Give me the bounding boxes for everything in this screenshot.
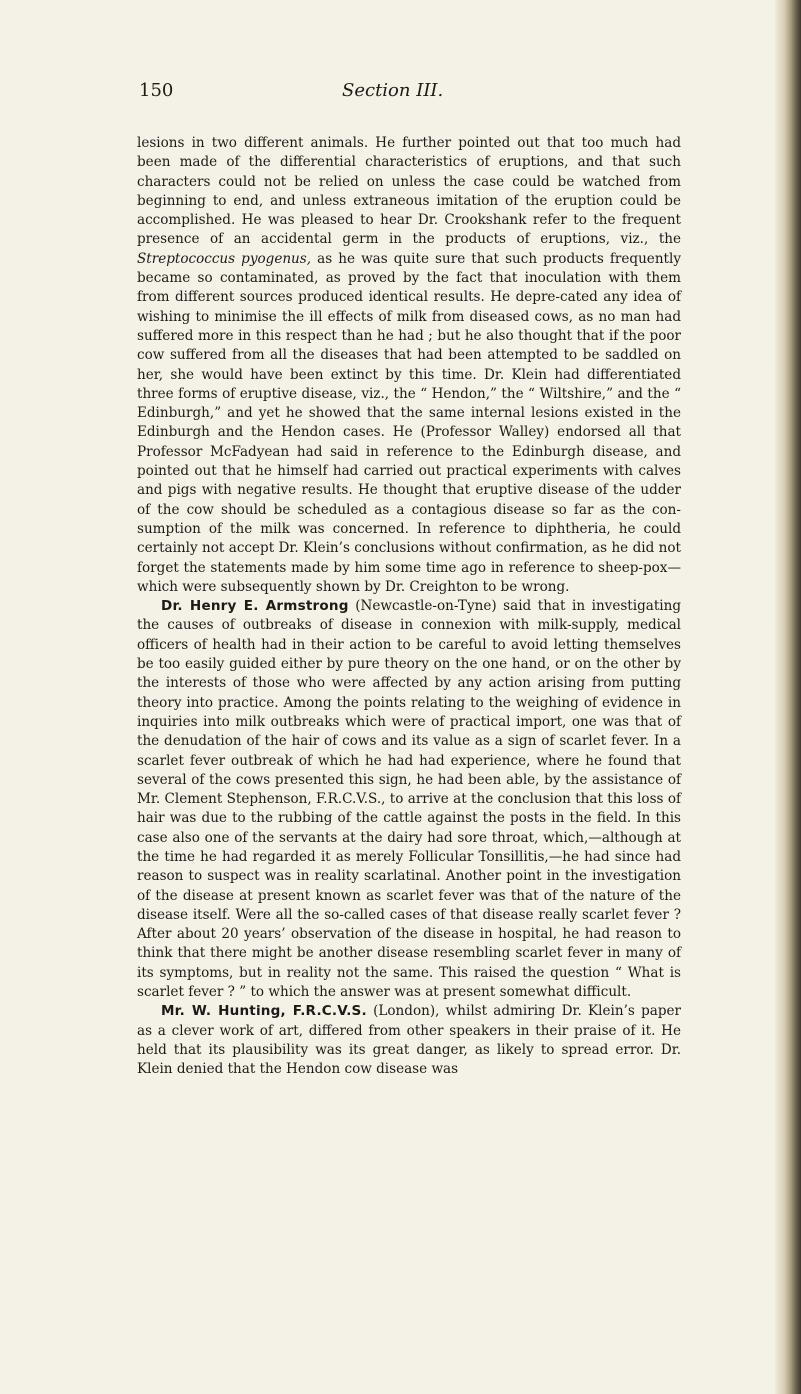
body-text: [137, 134, 681, 1080]
paragraph-text: (London), whilst admiring Dr. Klein’s paper as a clever work of art, differed from other speakers in their praise of it. He held that its plausibility was its great danger, as likely to spread error. Dr. Klein denied that the Hendon cow disease was: [137, 1003, 681, 1078]
paragraph-text: as he was quite sure that such products frequently became so contaminated, as proved by the fact that inoculation with them from different sources produced identical results. He depre-cated any idea of wishing to minimise the ill effects of milk from diseased cows, as no man had suffered more in this respect than he had ; but he also thought that if the poor cow suffered from all the diseases that had been attempted to be saddled on her, she would have been extinct by this time. Dr. Klein had differentiated three forms of eruptive disease, viz., the “ Hendon,” the “ Wiltshire,” and the “ Edinburgh,” and yet he showed that the same internal lesions existed in the Edinburgh and the Hendon cases. He (Professor Walley) endorsed all that Professor McFadyean had said in reference to the Edinburgh disease, and pointed out that he himself had carried out practical experiments with calves and pigs with negative results. He thought that eruptive disease of the udder of the cow should be scheduled as a contagious disease so far as the con-sumption of the milk was concerned. In reference to diphtheria, he could certainly not accept Dr. Klein’s conclusions without confirmation, as he did not forget the statements made by him some time ago in reference to sheep-pox—which were subsequently shown by Dr. Creighton to be wrong.: [137, 250, 681, 595]
paragraph-walley-continued: [137, 134, 681, 597]
speaker-name: Dr. Henry E. Armstrong: [161, 598, 349, 615]
running-head: Section III.: [342, 80, 444, 101]
paragraph-text: (Newcastle-on-Tyne) said that in investigating the causes of outbreaks of disease in connexion with milk-supply, medical officers of health had in their action to be careful to avoid letting themselves be too easily guided either by pure theory on the one hand, or on the other by the interests of those who were affected by any action arising from putting theory into practice. Among the points relating to the weighing of evidence in inquiries into milk outbreaks which were of practical import, one was that of the denudation of the hair of cows and its value as a sign of scarlet fever. In a scarlet fever outbreak of which he had had experience, where he found that several of the cows presented this sign, he had been able, by the assistance of Mr. Clement Stephenson, F.R.C.V.S., to arrive at the conclusion that this loss of hair was due to the rubbing of the cattle against the posts in the field. In this case also one of the servants at the dairy had sore throat, which,—although at the time he had regarded it as merely Follicular Tonsillitis,—he had since had reason to suspect was in reality scarlatinal. Another point in the investigation of the disease at present known as scarlet fever was that of the nature of the disease itself. Were all the so-called cases of that disease really scarlet fever ? After about 20 years’ observation of the disease in hospital, he had reason to think that there might be another disease resembling scarlet fever in many of its symptoms, but in reality not the same. This raised the question “ What is scarlet fever ? ” to which the answer was at present somewhat difficult.: [137, 598, 681, 1001]
page-number: 150: [139, 80, 174, 101]
italic-species-name: Streptococcus pyogenus,: [137, 250, 312, 267]
page-edge-shadow: [775, 0, 801, 1394]
speaker-name: Mr. W. Hunting, F.R.C.V.S.: [161, 1003, 367, 1020]
paragraph-text: lesions in two different animals. He further pointed out that too much had been made of the differential characteristics of eruptions, and that such characters could not be relied on unless the case could be watched from beginning to end, and unless extraneous imitation of the eruption could be accomplished. He was pleased to hear Dr. Crookshank refer to the frequent presence of an accidental germ in the products of eruptions, viz., the: [137, 135, 681, 248]
paragraph-armstrong: [137, 597, 681, 1002]
paragraph-hunting: [137, 1002, 681, 1079]
page-header: [139, 80, 679, 110]
